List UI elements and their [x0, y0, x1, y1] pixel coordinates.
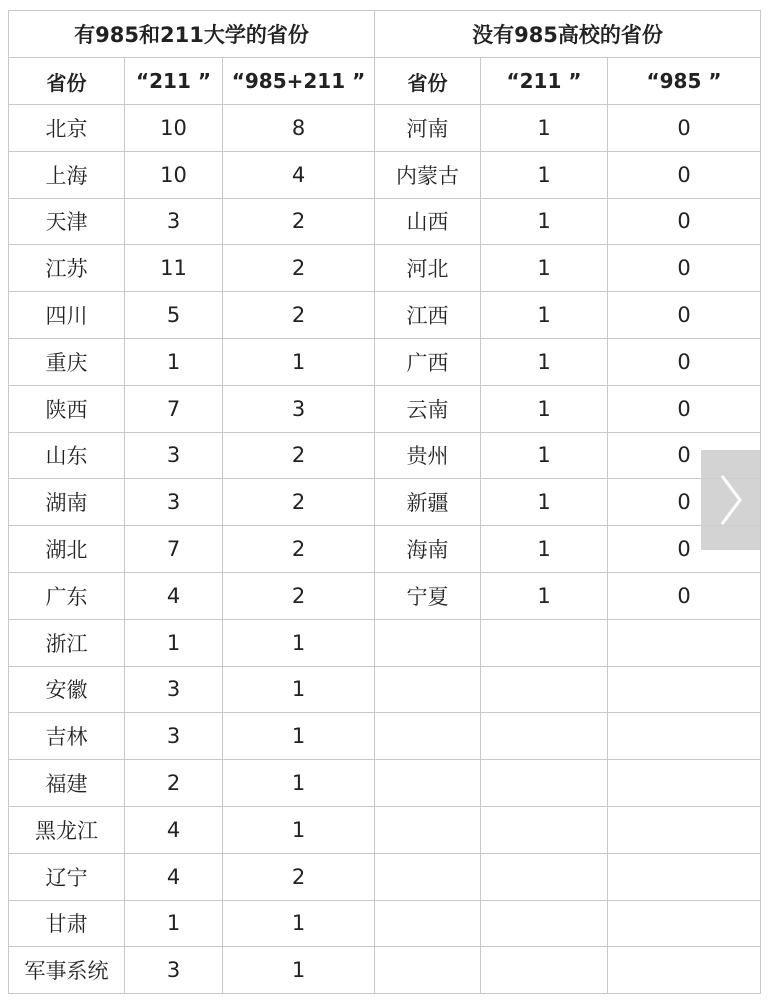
right-count-985-cell [608, 947, 761, 994]
next-arrow-button[interactable] [701, 450, 760, 550]
left-count-985-211-cell: 2 [223, 526, 375, 573]
right-count-211-cell: 1 [481, 479, 608, 526]
right-count-211-cell: 1 [481, 338, 608, 385]
left-province-name-cell: 安徽 [9, 666, 125, 713]
col-header-province-left: 省份 [9, 58, 125, 105]
left-province-name-cell: 黑龙江 [9, 806, 125, 853]
table-row [9, 947, 761, 994]
left-count-985-211-cell: 1 [223, 760, 375, 807]
left-count-211-cell: 10 [125, 151, 223, 198]
right-count-985-cell: 0 [608, 432, 761, 479]
left-count-985-211-cell: 2 [223, 198, 375, 245]
table-row [9, 105, 761, 152]
table-row [9, 666, 761, 713]
table-row [9, 198, 761, 245]
table-row [9, 619, 761, 666]
left-count-211-cell: 3 [125, 198, 223, 245]
right-count-211-cell: 1 [481, 292, 608, 339]
right-province-name-cell: 海南 [375, 526, 481, 573]
table-row [9, 292, 761, 339]
table-row [9, 385, 761, 432]
table-body [9, 105, 761, 994]
left-province-name-cell: 辽宁 [9, 853, 125, 900]
left-province-name-cell: 浙江 [9, 619, 125, 666]
left-count-211-cell: 4 [125, 572, 223, 619]
group-header-right: 没有985高校的省份 [375, 11, 761, 58]
left-province-name-cell: 江苏 [9, 245, 125, 292]
left-count-985-211-cell: 8 [223, 105, 375, 152]
table-row [9, 900, 761, 947]
table-row [9, 151, 761, 198]
table-row [9, 853, 761, 900]
right-province-name-cell [375, 853, 481, 900]
right-province-name-cell: 广西 [375, 338, 481, 385]
left-count-985-211-cell: 2 [223, 572, 375, 619]
right-count-211-cell: 1 [481, 105, 608, 152]
left-count-985-211-cell: 2 [223, 479, 375, 526]
table-row [9, 806, 761, 853]
left-count-211-cell: 3 [125, 666, 223, 713]
left-count-211-cell: 10 [125, 105, 223, 152]
left-province-name-cell: 吉林 [9, 713, 125, 760]
right-province-name-cell [375, 947, 481, 994]
right-province-name-cell: 云南 [375, 385, 481, 432]
right-count-211-cell: 1 [481, 198, 608, 245]
left-count-211-cell: 7 [125, 385, 223, 432]
left-count-211-cell: 5 [125, 292, 223, 339]
left-count-211-cell: 3 [125, 947, 223, 994]
group-header-row [9, 11, 761, 58]
right-count-211-cell: 1 [481, 245, 608, 292]
col-header-985-211-left: “985+211 ” [223, 58, 375, 105]
right-province-name-cell: 新疆 [375, 479, 481, 526]
left-province-name-cell: 北京 [9, 105, 125, 152]
right-province-name-cell [375, 760, 481, 807]
table-row [9, 338, 761, 385]
chevron-right-icon [716, 470, 746, 530]
left-province-name-cell: 四川 [9, 292, 125, 339]
left-count-985-211-cell: 1 [223, 666, 375, 713]
right-count-211-cell [481, 947, 608, 994]
right-count-211-cell [481, 666, 608, 713]
left-count-211-cell: 3 [125, 432, 223, 479]
left-count-211-cell: 7 [125, 526, 223, 573]
left-count-985-211-cell: 3 [223, 385, 375, 432]
column-header-row [9, 58, 761, 105]
left-province-name-cell: 湖北 [9, 526, 125, 573]
left-count-985-211-cell: 1 [223, 947, 375, 994]
right-count-211-cell [481, 806, 608, 853]
table-row [9, 245, 761, 292]
right-count-985-cell: 0 [608, 151, 761, 198]
right-count-211-cell [481, 713, 608, 760]
col-header-985-right: “985 ” [608, 58, 761, 105]
left-count-985-211-cell: 4 [223, 151, 375, 198]
left-province-name-cell: 山东 [9, 432, 125, 479]
right-count-985-cell [608, 619, 761, 666]
right-count-985-cell [608, 853, 761, 900]
left-count-211-cell: 4 [125, 806, 223, 853]
left-count-985-211-cell: 1 [223, 900, 375, 947]
right-count-985-cell [608, 760, 761, 807]
left-province-name-cell: 甘肃 [9, 900, 125, 947]
right-count-985-cell: 0 [608, 338, 761, 385]
left-count-211-cell: 3 [125, 479, 223, 526]
table-row [9, 760, 761, 807]
group-header-left: 有985和211大学的省份 [9, 11, 375, 58]
table-row [9, 479, 761, 526]
right-count-211-cell: 1 [481, 432, 608, 479]
left-province-name-cell: 福建 [9, 760, 125, 807]
right-count-211-cell [481, 900, 608, 947]
left-count-211-cell: 3 [125, 713, 223, 760]
left-province-name-cell: 湖南 [9, 479, 125, 526]
right-count-211-cell [481, 760, 608, 807]
right-province-name-cell [375, 900, 481, 947]
right-province-name-cell: 宁夏 [375, 572, 481, 619]
left-province-name-cell: 广东 [9, 572, 125, 619]
right-count-985-cell [608, 900, 761, 947]
right-province-name-cell [375, 619, 481, 666]
left-count-985-211-cell: 2 [223, 853, 375, 900]
col-header-211-left: “211 ” [125, 58, 223, 105]
right-count-985-cell: 0 [608, 479, 761, 526]
right-count-985-cell [608, 666, 761, 713]
right-count-985-cell: 0 [608, 105, 761, 152]
left-count-211-cell: 4 [125, 853, 223, 900]
right-province-name-cell: 河南 [375, 105, 481, 152]
left-count-211-cell: 1 [125, 338, 223, 385]
right-count-985-cell [608, 713, 761, 760]
right-count-985-cell: 0 [608, 245, 761, 292]
table-row [9, 526, 761, 573]
right-province-name-cell [375, 666, 481, 713]
right-province-name-cell: 内蒙古 [375, 151, 481, 198]
left-province-name-cell: 陕西 [9, 385, 125, 432]
left-count-211-cell: 2 [125, 760, 223, 807]
right-count-211-cell: 1 [481, 385, 608, 432]
col-header-211-right: “211 ” [481, 58, 608, 105]
left-province-name-cell: 天津 [9, 198, 125, 245]
col-header-province-right: 省份 [375, 58, 481, 105]
right-count-211-cell [481, 853, 608, 900]
right-count-985-cell: 0 [608, 572, 761, 619]
left-count-211-cell: 1 [125, 619, 223, 666]
left-count-985-211-cell: 1 [223, 619, 375, 666]
left-province-name-cell: 重庆 [9, 338, 125, 385]
left-count-985-211-cell: 2 [223, 432, 375, 479]
right-count-985-cell: 0 [608, 526, 761, 573]
right-province-name-cell [375, 713, 481, 760]
right-count-985-cell: 0 [608, 385, 761, 432]
left-count-211-cell: 11 [125, 245, 223, 292]
right-province-name-cell: 山西 [375, 198, 481, 245]
left-count-985-211-cell: 1 [223, 338, 375, 385]
left-count-985-211-cell: 2 [223, 245, 375, 292]
table-row [9, 713, 761, 760]
right-count-985-cell: 0 [608, 292, 761, 339]
right-count-211-cell [481, 619, 608, 666]
right-count-985-cell: 0 [608, 198, 761, 245]
table-row [9, 572, 761, 619]
right-province-name-cell: 河北 [375, 245, 481, 292]
right-count-985-cell [608, 806, 761, 853]
table-row [9, 432, 761, 479]
left-province-name-cell: 军事系统 [9, 947, 125, 994]
right-province-name-cell [375, 806, 481, 853]
right-count-211-cell: 1 [481, 526, 608, 573]
left-count-211-cell: 1 [125, 900, 223, 947]
right-count-211-cell: 1 [481, 572, 608, 619]
left-count-985-211-cell: 1 [223, 713, 375, 760]
left-province-name-cell: 上海 [9, 151, 125, 198]
left-count-985-211-cell: 1 [223, 806, 375, 853]
left-count-985-211-cell: 2 [223, 292, 375, 339]
right-count-211-cell: 1 [481, 151, 608, 198]
right-province-name-cell: 江西 [375, 292, 481, 339]
right-province-name-cell: 贵州 [375, 432, 481, 479]
province-table [8, 10, 761, 994]
